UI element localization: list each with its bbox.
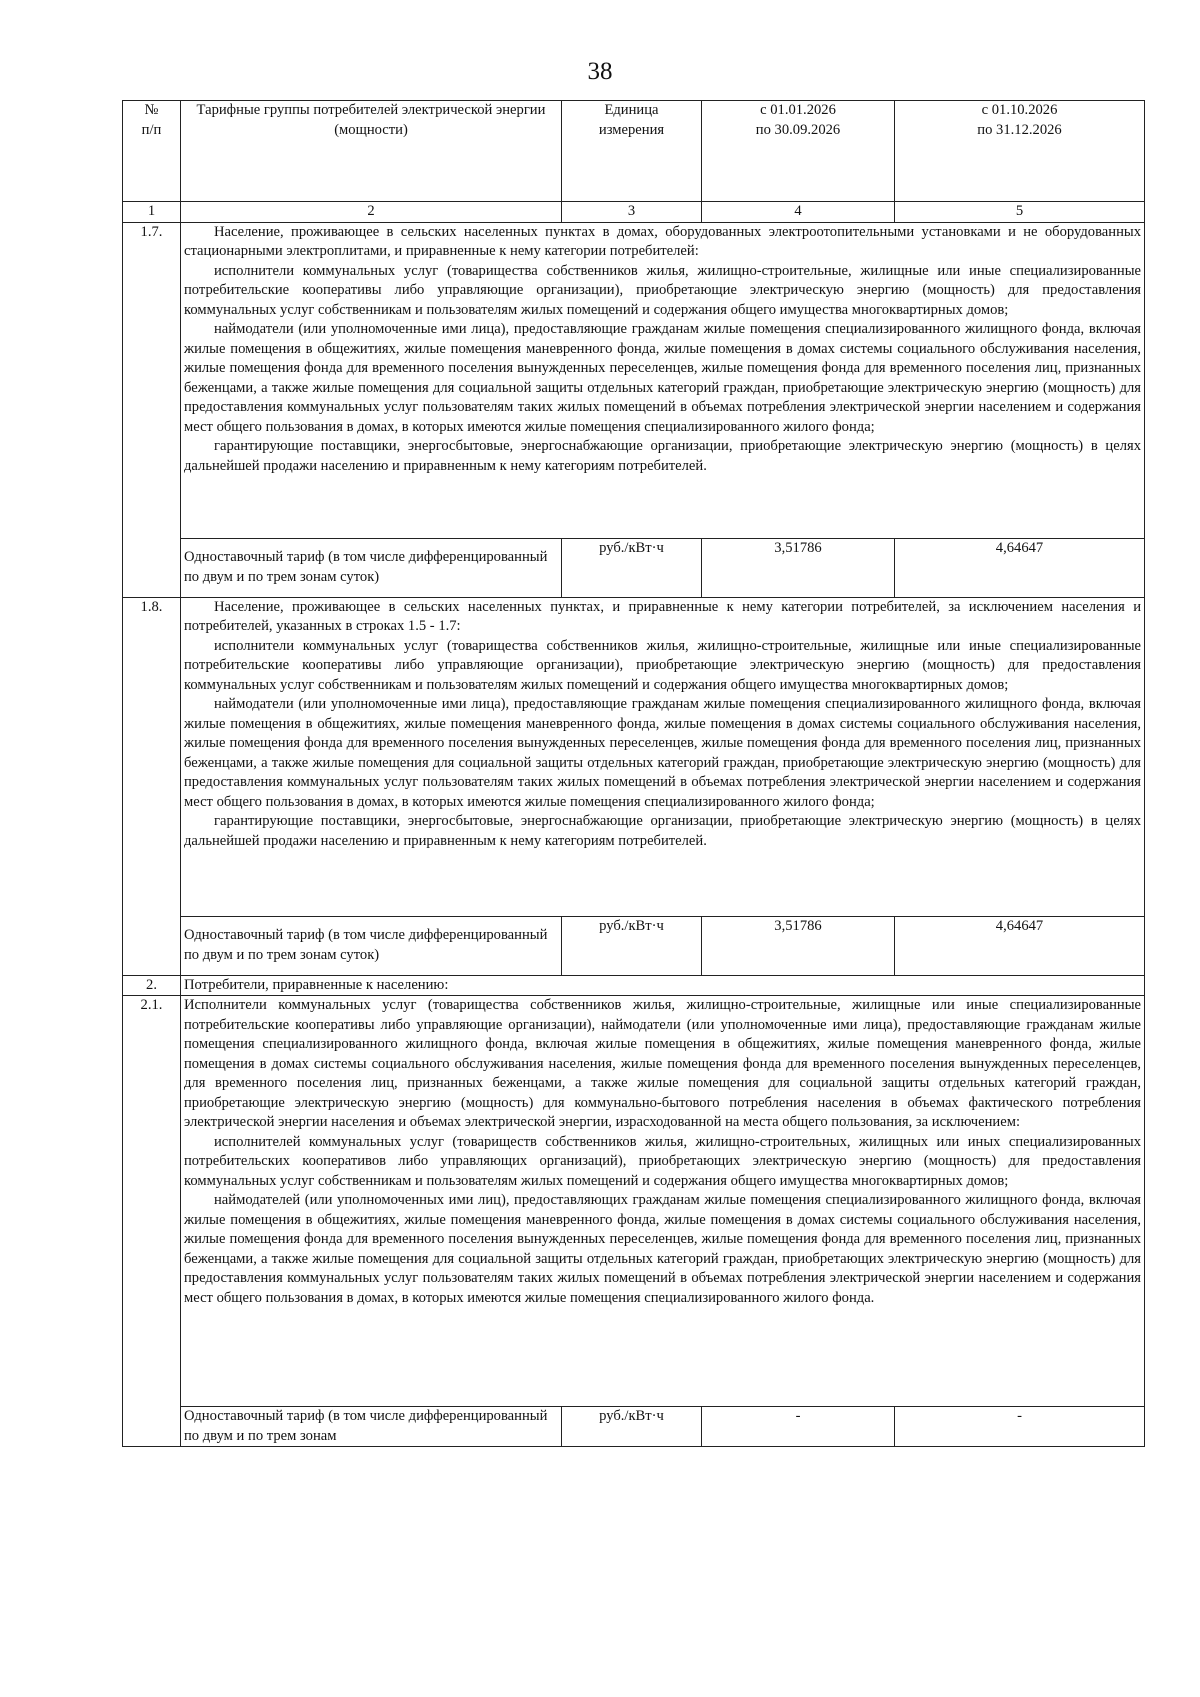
row-paragraph: Население, проживающее в сельских населенных пунктах, и приравненные к нему категории потребителей, за исключением населения и потребителей, указанных в строках 1.5 - 1.7:	[184, 598, 1141, 634]
row-description	[181, 222, 1145, 538]
rate-label: Одноставочный тариф (в том числе дифференцированный по двум и по трем зонам суток)	[181, 916, 562, 975]
table-row	[123, 597, 1145, 916]
table-row	[123, 222, 1145, 538]
row-number: 2.	[123, 975, 181, 996]
row-description	[181, 597, 1145, 916]
column-number: 4	[702, 202, 895, 223]
column-number: 2	[181, 202, 562, 223]
header-period-1: с 01.01.2026 по 30.09.2026	[702, 101, 895, 202]
table-header-row	[123, 101, 1145, 202]
rate-value-period-2: 4,64647	[895, 916, 1145, 975]
rate-label: Одноставочный тариф (в том числе дифференцированный по двум и по трем зонам	[181, 1407, 562, 1447]
rate-value-period-1: -	[702, 1407, 895, 1447]
rate-label: Одноставочный тариф (в том числе дифференцированный по двум и по трем зонам суток)	[181, 538, 562, 597]
rate-value-period-2: 4,64647	[895, 538, 1145, 597]
row-paragraph: Исполнители коммунальных услуг (товарищества собственников жилья, жилищно-строительные, жилищные или иные специализированные потребительские кооперативы либо управляющие организации), наймодатели (или уполномоченные ими лица), предоставляющие гражданам жилые помещения специализированного жилищного фонда, включая жилые помещения в общежитиях, жилые помещения маневренного фонда, жилые помещения в домах системы социального обслуживания населения, жилые помещения фонда для временного поселения вынужденных переселенцев, для временного поселения лиц, признанных беженцами, а также жилые помещения для социальной защиты отдельных категорий граждан, приобретающие электрическую энергию (мощность) для коммунально-бытового потребления населения в объемах фактического потребления электрической энергии населения и объемах электрической энергии, израсходованной на места общего пользования, за исключением:	[184, 997, 1141, 1130]
row-description: Потребители, приравненные к населению:	[181, 975, 1145, 996]
column-number-row	[123, 202, 1145, 223]
row-number: 1.7.	[123, 222, 181, 597]
header-tariff-groups: Тарифные группы потребителей электрической энергии (мощности)	[181, 101, 562, 202]
row-paragraph: гарантирующие поставщики, энергосбытовые, энергоснабжающие организации, приобретающие электрическую энергию (мощность) в целях дальнейшей продажи населению и приравненным к нему категориям потребителей.	[184, 438, 1141, 474]
column-number: 1	[123, 202, 181, 223]
table-row	[123, 975, 1145, 996]
rate-value-period-2: -	[895, 1407, 1145, 1447]
row-paragraph: исполнители коммунальных услуг (товарищества собственников жилья, жилищно-строительные, жилищные или иные специализированные потребительские кооперативы либо управляющие организации), приобретающие электрическую энергию (мощность) для предоставления коммунальных услуг собственникам и пользователям жилых помещений и содержания общего имущества многоквартирных домов;	[184, 637, 1141, 693]
row-paragraph: наймодателей (или уполномоченных ими лиц), предоставляющих гражданам жилые помещения специализированного жилищного фонда, включая жилые помещения в общежитиях, жилые помещения маневренного фонда, жилые помещения в домах системы социального обслуживания населения, жилые помещения фонда для временного поселения вынужденных переселенцев, жилые помещения фонда для временного поселения лиц, признанных беженцами, а также жилые помещения для социальной защиты отдельных категорий граждан, приобретающих электрическую энергию (мощность) для предоставления коммунальных услуг пользователям таких жилых помещений в объемах потребления электрической энергии населением и содержания мест общего пользования в домах, в которых имеются жилые помещения специализированного жилого фонда.	[184, 1192, 1141, 1306]
row-paragraph: Население, проживающее в сельских населенных пунктах в домах, оборудованных электроотопительными установками и не оборудованных стационарными электроплитами, и приравненные к нему категории потребителей:	[184, 223, 1141, 259]
row-paragraph: наймодатели (или уполномоченные ими лица), предоставляющие гражданам жилые помещения специализированного жилищного фонда, включая жилые помещения в общежитиях, жилые помещения маневренного фонда, жилые помещения в домах системы социального обслуживания населения, жилые помещения фонда для временного поселения вынужденных переселенцев, жилые помещения фонда для временного поселения лиц, признанных беженцами, а также жилые помещения для социальной защиты отдельных категорий граждан, приобретающие электрическую энергию (мощность) для предоставления коммунальных услуг пользователям таких жилых помещений в объемах потребления электрической энергии населением и содержания мест общего пользования в домах, в которых имеются жилые помещения специализированного жилого фонда;	[184, 321, 1141, 435]
column-number: 3	[562, 202, 702, 223]
rate-unit: руб./кВт·ч	[562, 538, 702, 597]
tariff-table	[122, 100, 1145, 1447]
rate-value-period-1: 3,51786	[702, 538, 895, 597]
page-number: 38	[587, 58, 613, 85]
header-period-2: с 01.10.2026 по 31.12.2026	[895, 101, 1145, 202]
rate-row	[123, 1407, 1145, 1447]
row-paragraph: исполнители коммунальных услуг (товарищества собственников жилья, жилищно-строительные, жилищные или иные специализированные потребительские кооперативы либо управляющие организации), приобретающие электрическую энергию (мощность) для предоставления коммунальных услуг собственникам и пользователям жилых помещений и содержания общего имущества многоквартирных домов;	[184, 262, 1141, 318]
rate-row	[123, 916, 1145, 975]
rate-unit: руб./кВт·ч	[562, 1407, 702, 1447]
row-paragraph: исполнителей коммунальных услуг (товариществ собственников жилья, жилищно-строительных, жилищных или иных специализированных потребительских кооперативов либо управляющих организаций), приобретающих электрическую энергию (мощность) для предоставления коммунальных услуг собственникам и пользователям жилых помещений и содержания общего имущества многоквартирных домов;	[184, 1133, 1141, 1189]
row-paragraph: гарантирующие поставщики, энергосбытовые, энергоснабжающие организации, приобретающие электрическую энергию (мощность) в целях дальнейшей продажи населению и приравненным к нему категориям потребителей.	[184, 813, 1141, 849]
table-row	[123, 996, 1145, 1407]
rate-value-period-1: 3,51786	[702, 916, 895, 975]
row-number: 2.1.	[123, 996, 181, 1447]
header-number: № п/п	[123, 101, 181, 202]
row-number: 1.8.	[123, 597, 181, 975]
rate-row	[123, 538, 1145, 597]
rate-unit: руб./кВт·ч	[562, 916, 702, 975]
row-paragraph: наймодатели (или уполномоченные ими лица), предоставляющие гражданам жилые помещения специализированного жилищного фонда, включая жилые помещения в общежитиях, жилые помещения маневренного фонда, жилые помещения в домах системы социального обслуживания населения, жилые помещения фонда для временного поселения вынужденных переселенцев, жилые помещения фонда для временного поселения лиц, признанных беженцами, а также жилые помещения для социальной защиты отдельных категорий граждан, приобретающие электрическую энергию (мощность) для предоставления коммунальных услуг пользователям таких жилых помещений в объемах потребления электрической энергии населением и содержания мест общего пользования в домах, в которых имеются жилые помещения специализированного жилого фонда;	[184, 696, 1141, 810]
header-unit: Единица измерения	[562, 101, 702, 202]
column-number: 5	[895, 202, 1145, 223]
row-description	[181, 996, 1145, 1407]
